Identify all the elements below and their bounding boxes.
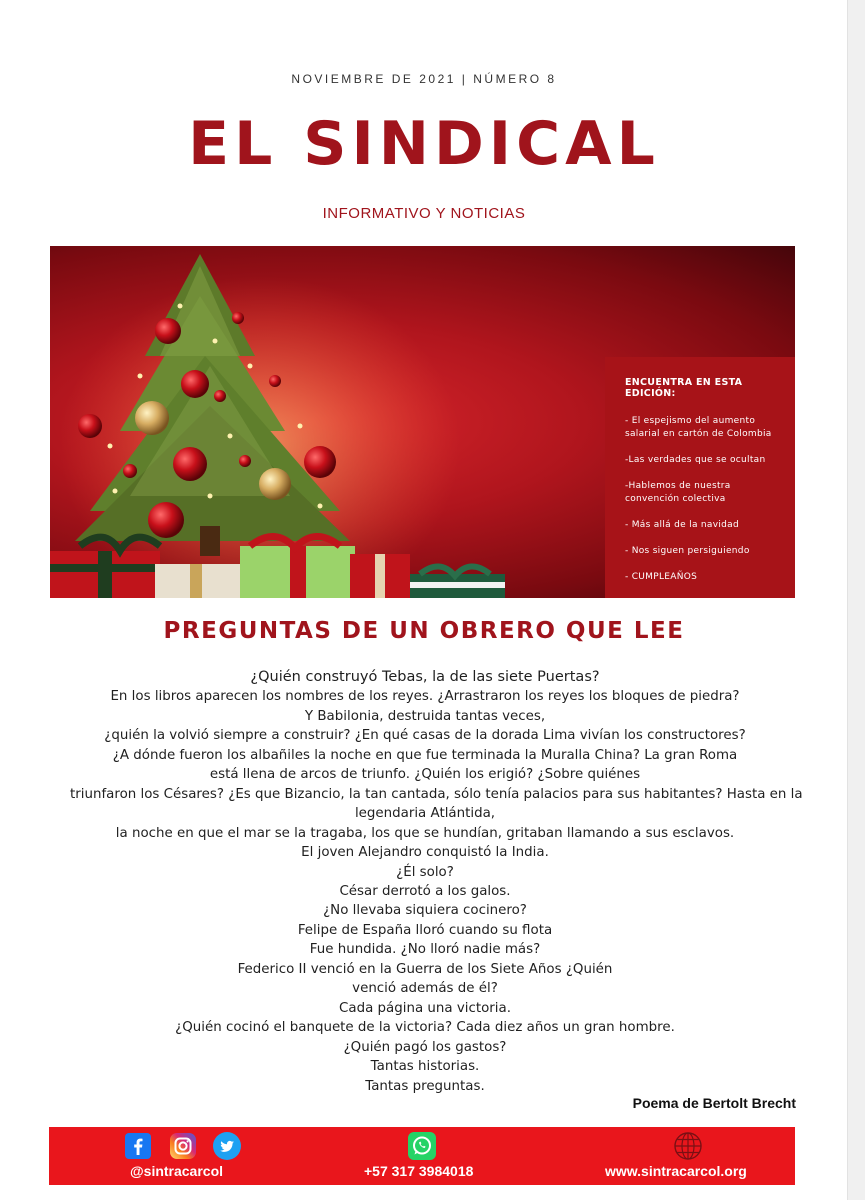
poem-line: En los libros aparecen los nombres de los reyes. ¿Arrastraron los reyes los bloques de piedra?: [110, 689, 740, 705]
poem-line: legendaria Atlántida,: [354, 806, 496, 822]
newsletter-subtitle: INFORMATIVO Y NOTICIAS: [322, 205, 526, 222]
poem-line: ¿A dónde fueron los albañiles la noche en que fue terminada la Muralla China? La gran Roma: [112, 747, 738, 763]
article-title: PREGUNTAS DE UN OBRERO QUE LEE: [163, 618, 685, 644]
poem-line: venció además de él?: [352, 981, 498, 997]
globe-icon[interactable]: [673, 1131, 703, 1161]
poem-line: ¿quién la volvió siempre a construir? ¿En qué casas de la dorada Lima vivían los constructores?: [104, 728, 746, 744]
newsletter-title: EL SINDICAL: [188, 109, 660, 179]
cover-banner: [50, 246, 795, 598]
edition-item: - Más allá de la navidad: [625, 520, 740, 530]
poem-line: ¿Quién pagó los gastos?: [343, 1039, 507, 1055]
poem-line: Federico II venció en la Guerra de los Siete Años ¿Quién: [237, 961, 613, 977]
poem-line: Y Babilonia, destruida tantas veces,: [304, 708, 546, 724]
poem-credit: Poema de Bertolt Brecht: [632, 1095, 796, 1111]
poem-line: ¿Quién cocinó el banquete de la victoria? Cada diez años un gran hombre.: [175, 1020, 675, 1036]
poem-text: [70, 668, 803, 1096]
whatsapp-icon[interactable]: [408, 1132, 436, 1160]
instagram-icon[interactable]: [170, 1133, 196, 1159]
poem-line: El joven Alejandro conquistó la India.: [301, 845, 549, 861]
poem-line: la noche en que el mar se la tragaba, los que se hundían, gritaban llamando a sus esclavos.: [115, 825, 735, 841]
edition-item: -Las verdades que se ocultan: [625, 455, 766, 465]
phone-number[interactable]: +57 317 3984018: [364, 1163, 474, 1179]
edition-item: -Hablemos de nuestra convención colectiva: [625, 481, 731, 504]
issue-line: NOVIEMBRE DE 2021 | NÚMERO 8: [291, 72, 557, 86]
edition-item: - El espejismo del aumento salarial en cartón de Colombia: [625, 416, 772, 439]
poem-line: ¿Él solo?: [396, 864, 454, 880]
edition-contents-box: [605, 357, 795, 598]
poem-line: Cada página una victoria.: [339, 1000, 511, 1016]
poem-line: ¿Quién construyó Tebas, la de las siete Puertas?: [250, 669, 600, 685]
edition-item: - CUMPLEAÑOS: [625, 572, 698, 582]
poem-line: está llena de arcos de triunfo. ¿Quién los erigió? ¿Sobre quiénes: [209, 767, 641, 783]
poem-line: César derrotó a los galos.: [339, 883, 511, 899]
scrollbar-track[interactable]: [847, 0, 865, 1200]
poem-line: Tantas preguntas.: [365, 1078, 485, 1094]
website-link[interactable]: www.sintracarcol.org: [605, 1163, 747, 1179]
edition-item: - Nos siguen persiguiendo: [625, 546, 750, 556]
facebook-icon[interactable]: [125, 1133, 151, 1159]
edition-heading: ENCUENTRA EN ESTA EDICIÓN:: [625, 377, 743, 399]
social-handle[interactable]: @sintracarcol: [130, 1163, 224, 1179]
poem-line: Tantas historias.: [370, 1059, 480, 1075]
poem-line: Felipe de España lloró cuando su flota: [297, 922, 553, 938]
poem-line: Fue hundida. ¿No lloró nadie más?: [309, 942, 541, 958]
twitter-icon[interactable]: [213, 1132, 241, 1160]
contact-footer: [49, 1127, 795, 1185]
poem-line: ¿No llevaba siquiera cocinero?: [323, 903, 527, 919]
poem-line: triunfaron los Césares? ¿Es que Bizancio, la tan cantada, sólo tenía palacios para sus habitantes? Hasta en la: [70, 786, 803, 802]
